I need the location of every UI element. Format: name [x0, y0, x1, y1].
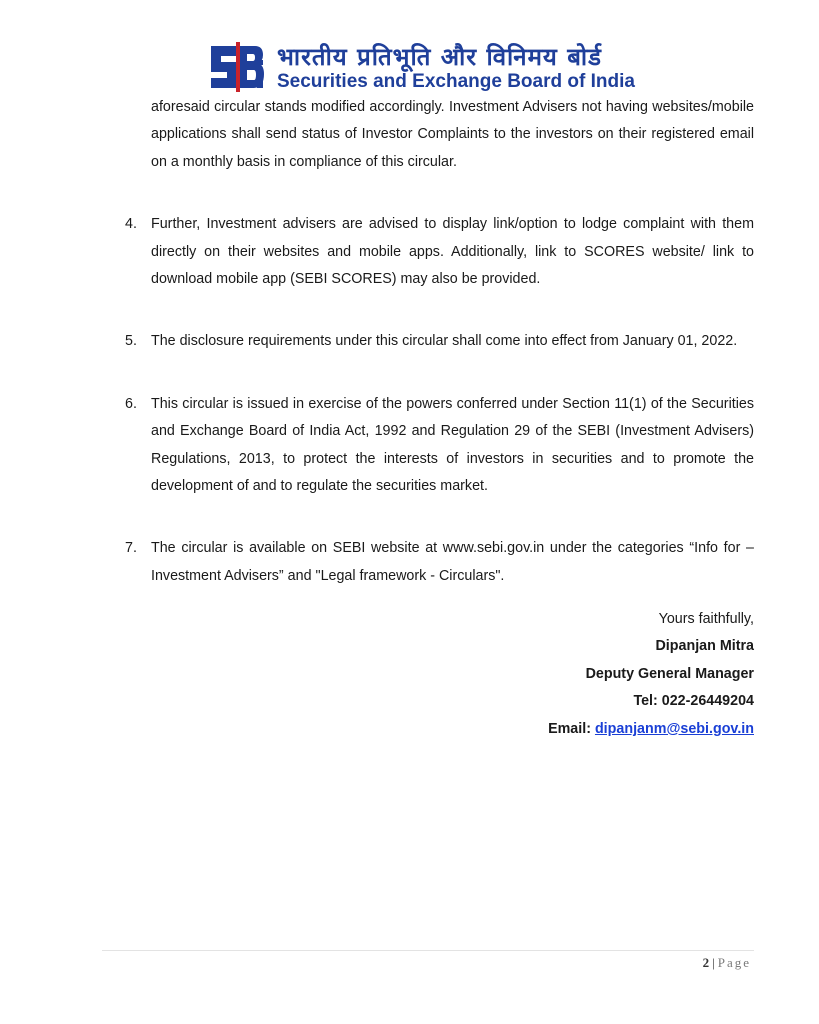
signatory-designation: Deputy General Manager: [585, 665, 754, 682]
hindi-title: भारतीय प्रतिभूति और विनिमय बोर्ड: [277, 43, 602, 71]
footer-divider: [102, 950, 754, 951]
list-item-text: The circular is available on SEBI website at www.sebi.gov.in under the categories “Info for – Investment Advisers” and "Legal framework - Circulars".: [151, 540, 754, 584]
list-item: [125, 211, 754, 293]
closing-salutation: Yours faithfully,: [658, 611, 754, 627]
page-word: Page: [717, 955, 751, 970]
email-link[interactable]: dipanjanm@sebi.gov.in: [594, 720, 754, 737]
circular-body: [125, 94, 754, 590]
list-item-text: This circular is issued in exercise of the powers conferred under Section 11(1) of the Securities and Exchange Board of India Act, 1992 and Regulation 29 of the SEBI (Investment Advisers) Regulations, 2013, to protect the interests of investors in securities and to promote the development of and to regulate the securities market.: [151, 395, 754, 495]
signature-block: [548, 606, 754, 743]
list-item-text: The disclosure requirements under this circular shall come into effect from January 01, 2022.: [151, 333, 738, 350]
english-title: Securities and Exchange Board of India: [277, 71, 635, 92]
page-separator: |: [712, 955, 715, 970]
list-item-number: 5.: [125, 333, 137, 350]
email-label: Email:: [548, 720, 595, 737]
page-footer: [703, 955, 751, 971]
list-item-text: Further, Investment advisers are advised to display link/option to lodge complaint with them directly on their websites and mobile apps. Additionally, link to SCORES website/ link to download mobile app (SEBI SCORES) may also be provided.: [151, 216, 754, 288]
numbered-list: [125, 211, 754, 590]
list-item: [125, 391, 754, 501]
signatory-telephone: Tel: 022-26449204: [633, 693, 754, 710]
list-item-number: 7.: [125, 540, 137, 557]
page-number: 2: [702, 955, 710, 970]
sebi-logo-icon: [207, 42, 265, 92]
list-item: [125, 535, 754, 590]
list-item: [125, 328, 754, 355]
signatory-name: Dipanjan Mitra: [655, 638, 754, 655]
list-item-number: 6.: [125, 395, 137, 412]
list-item-number: 4.: [125, 216, 137, 233]
signatory-email-line: [548, 716, 754, 743]
continuation-paragraph: aforesaid circular stands modified accordingly. Investment Advisers not having websites/mobile applications shall send status of Investor Complaints to the investors on their registered email on a monthly basis in compliance of this circular.: [151, 99, 754, 170]
letterhead: [207, 40, 667, 96]
